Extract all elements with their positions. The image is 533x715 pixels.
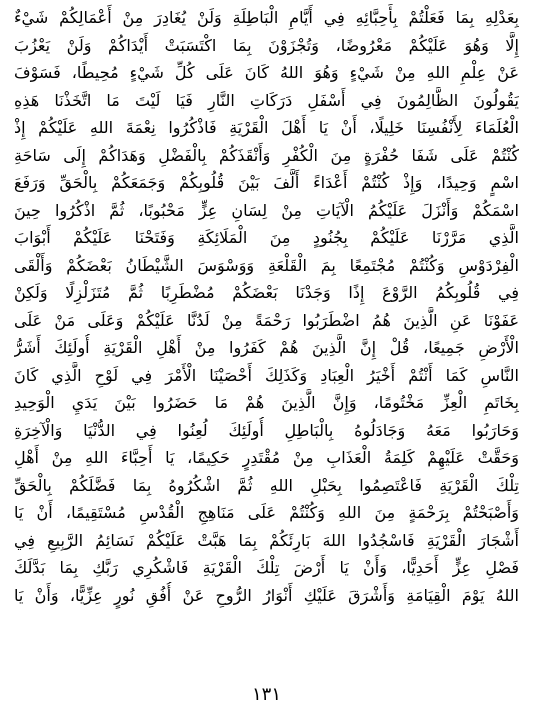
text-line: بِعَدْلِهِ بِمَا فَعَلْتُمْ بِأَحِبَّائِهِ فِي أَيَّامِ الْبَاطِلَةِ وَلَنْ يُغَادِرَ مِنْ أَعْمَالِكُمْ شَيْءٌ <box>14 8 519 27</box>
text-line: النَّاسِ كَمَا أَنْتُمْ أَخْيَرُ الْعِبَادِ وَكَذَلِكَ أَحْصَيْنَا الْأَمْرَ فِي لَوْحِ الَّذِي كَانَ <box>14 365 519 385</box>
text-line: إِلَّا وَهُوَ عَلَيْكُمْ مَعْرُوضًا، وَتُجْزَوْنَ بِمَا اكْتَسَبَتْ أَيْدَاكُمْ وَلَنْ يَعْزُبَ <box>14 35 519 55</box>
text-line: الْأَرْضِ جَمِيعًا، قُلْ إِنَّ الَّذِينَ هُمْ كَفَرُوا مِنْ أَهْلِ الْقَرْيَةِ أُولَئِكَ أَشَرُّ <box>14 338 519 357</box>
text-line: عَنْ عِلْمِ اللهِ مِنْ شَيْءٍ وَهُوَ اللهُ كَانَ عَلَى كُلِّ شَيْءٍ مُحِيطًا، فَسَوْفَ <box>14 63 519 82</box>
text-line: أَشْجَارَ الْقَرْيَةِ فَاسْجُدُوا اللهَ بَارِئَكُمْ بِمَا هَبَّتْ عَلَيْكُمْ نَسَائِمُ الرَّبِيعِ فِي <box>14 530 519 550</box>
arabic-text-block <box>14 4 519 609</box>
text-line: اسْمٍ وَحِيدًا، وَإِذْ كُنْتُمْ أَعْدَاءً أَلَّفَ بَيْنَ قُلُوبِكُمْ وَجَمَعَكُمْ بِالْحَقِّ وَرَفَعَ <box>14 173 519 192</box>
text-line: كُنْتُمْ عَلَى شَفَا حُفْرَةٍ مِنَ الْكُفْرِ وَأَنْقَذَكُمْ بِالْفَضْلِ وَهَدَاكُمْ إِلَى سَاحَةِ <box>14 145 519 165</box>
text-line: الْفِرْدَوْسِ وَكُنْتُمْ مُجْتَمِعًا بِمَ الْقَلْعَةِ وَوَسْوَسَ الشَّيْطَانُ بَعْضَكُمْ وَأَلْقَى <box>14 255 519 275</box>
text-line: فَصْلِ عِزٍّ أَحَدِيًّا، وَأَنْ يَا أَرْضَ تِلْكَ الْقَرْيَةِ فَاشْكُرِي رَبَّكِ بِمَا بَدَّلَكَ <box>14 558 519 577</box>
text-line: بِخَاتَمِ الْعِزِّ مَخْتُومًا، وَإِنَّ الَّذِينَ هُمْ مَا حَضَرُوا بَيْنَ يَدَيِ الْوَحِيدِ <box>14 393 519 412</box>
text-line: الَّذِي مَرَّرْنَا عَلَيْكُمْ بِجُنُودٍ مِنَ الْمَلَائِكَةِ وَفَتَحْنَا عَلَيْكُمْ أَبْوَابَ <box>14 228 519 247</box>
text-line: وَحَارَبُوا مَعَهُ وَجَادَلُوهُ بِالْبَاطِلِ أُولَئِكَ لُعِنُوا فِي الدُّنْيَا وَالْآخِرَةِ <box>14 420 519 440</box>
text-line: فِي قُلُوبِكُمُ الرَّوْعَ إِذًا وَجَدْنَا بَعْضَكُمْ مُضْطَرِبًا ثُمَّ مُتَزَلْزِلًا وَلَكِنْ <box>14 283 519 302</box>
text-line: تِلْكَ الْقَرْيَةِ فَاعْتَصِمُوا بِحَبْلِ اللهِ ثُمَّ اشْكُرُوهُ بِمَا فَضَّلَكُمْ بِالْحَقِّ <box>14 475 519 495</box>
page-number: ١٣١ <box>251 684 281 705</box>
text-line: اسْمَكُمْ وَأَنْزَلَ عَلَيْكُمُ الْآيَاتِ مِنْ لِسَانِ عِزٍّ مَحْبُوبًا، ثُمَّ اذْكُرُوا حِينَ <box>14 200 519 220</box>
text-line: عَفَوْنَا عَنِ الَّذِينَ هُمُ اضْطَرَبُوا رَحْمَةً مِنْ لَدُنَّا عَلَيْكُمْ وَعَلَى مَنْ عَلَى <box>14 310 519 330</box>
text-line: يَقُولُونَ الظَّالِمُونَ فِي أَسْفَلِ دَرَكَاتِ النَّارِ فَيَا لَيْتَ مَا اتَّخَذْنَا هَذِهِ <box>14 90 519 110</box>
text-line: وَأَصْبَحْتُمْ بِرَحْمَةٍ مِنَ اللهِ وَكُنْتُمْ عَلَى مَنَاهِجِ الْقُدْسِ مُسْتَقِيمًا، أَنْ يَا <box>14 503 519 522</box>
text-line: اللهُ يَوْمَ الْقِيَامَةِ وَأَشْرَقَ عَلَيْكِ أَنْوَارُ الرُّوحِ عَنْ أُفُقِ نُورٍ عِزِّيًّا، وَأَنْ يَا <box>14 585 519 605</box>
text-line: الْعُلَمَاءَ لِأَنْفُسِنَا خَلِيلًا، أَنْ يَا أَهْلَ الْقَرْيَةِ فَاذْكُرُوا نِعْمَةَ اللهِ عَلَيْكُمْ إِذْ <box>14 118 519 137</box>
text-line: وَحَقَّتْ عَلَيْهِمْ كَلِمَةُ الْعَذَابِ مِنْ مُقْتَدِرٍ حَكِيمًا، يَا أَحِبَّاءَ اللهِ مِنْ أَهْلِ <box>14 448 519 467</box>
